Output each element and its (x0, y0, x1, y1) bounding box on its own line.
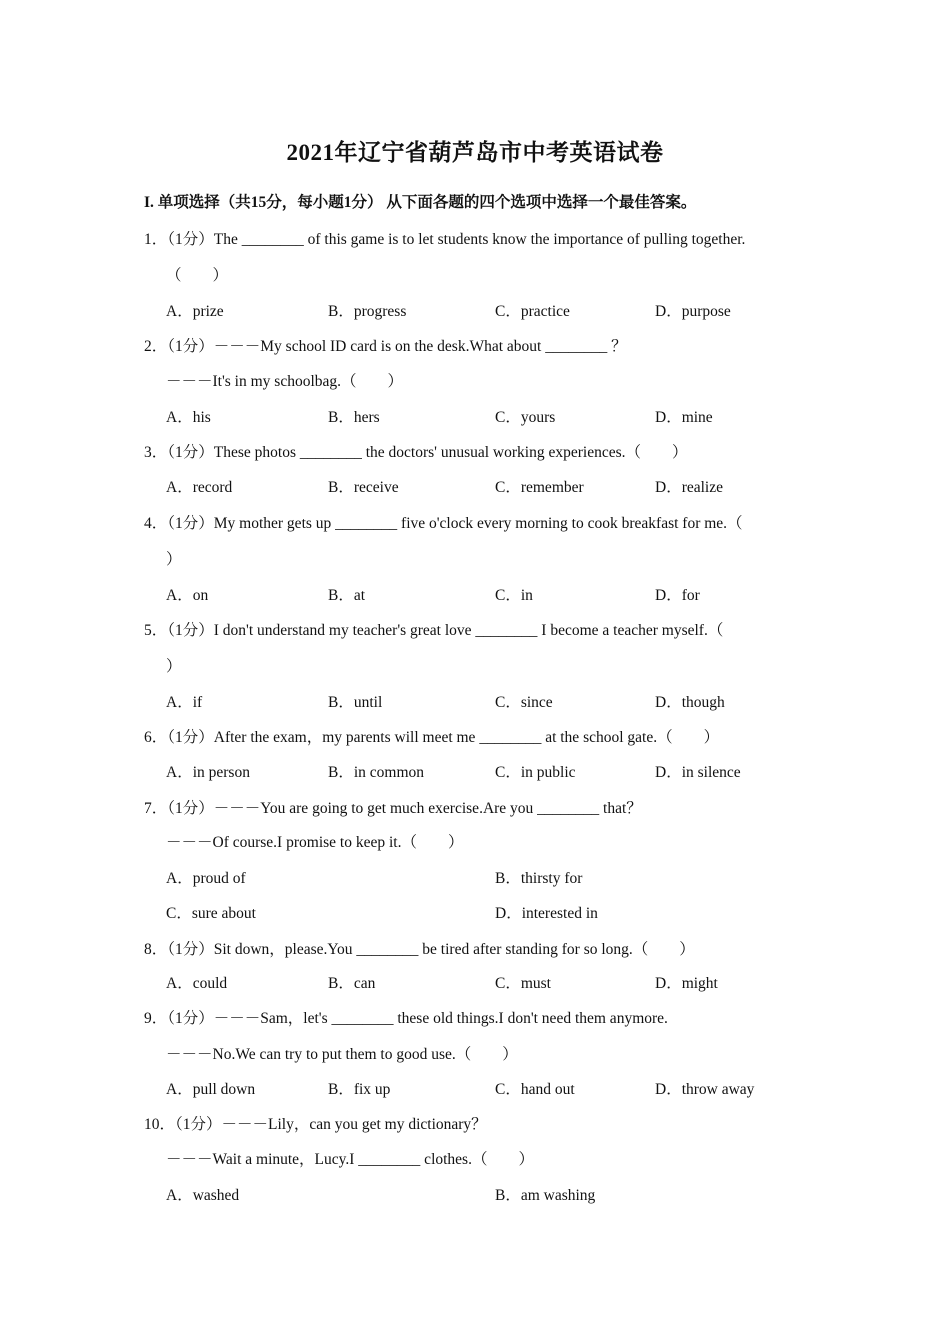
question-2-option-c: C．yours (495, 409, 556, 426)
question-3-option-d: D．realize (655, 479, 723, 496)
question-5-stem-cont: ） (166, 658, 182, 675)
question-1-stem: 1．（1分）The ________ of this game is to let students know the importance of pulling together. (144, 231, 746, 248)
question-7-option-c: C．sure about (166, 905, 256, 922)
question-9-option-d: D．throw away (655, 1081, 755, 1098)
question-10-option-a: A．washed (166, 1187, 240, 1204)
question-4-option-b: B．at (328, 587, 366, 604)
question-2-option-d: D．mine (655, 409, 713, 426)
question-7-stem-cont: －－－Of course.I promise to keep it.（ ） (166, 834, 464, 851)
question-7-option-d: D．interested in (495, 905, 598, 922)
question-8-option-a: A．could (166, 975, 228, 992)
question-10-stem-cont: －－－Wait a minute，Lucy.I ________ clothes.（ ） (166, 1151, 534, 1168)
section-heading: I. 单项选择（共15分，每小题1分） 从下面各题的四个选项中选择一个最佳答案。 (144, 194, 697, 211)
question-3-stem: 3．（1分）These photos ________ the doctors' unusual working experiences.（ ） (144, 444, 688, 461)
question-8-option-b: B．can (328, 975, 376, 992)
question-2-stem-cont: －－－It's in my schoolbag.（ ） (166, 373, 404, 390)
question-6-option-d: D．in silence (655, 764, 741, 781)
page-title: 2021年辽宁省葫芦岛市中考英语试卷 (286, 140, 664, 165)
question-3-option-a: A．record (166, 479, 233, 496)
question-4-option-a: A．on (166, 587, 209, 604)
question-1-option-b: B．progress (328, 303, 407, 320)
question-4-stem: 4．（1分）My mother gets up ________ five o'clock every morning to cook breakfast for me.（ (144, 515, 743, 532)
question-10-option-b: B．am washing (495, 1187, 596, 1204)
question-5-option-d: D．though (655, 694, 725, 711)
question-4-option-c: C．in (495, 587, 533, 604)
question-6-option-b: B．in common (328, 764, 425, 781)
question-8-option-d: D．might (655, 975, 718, 992)
question-1-option-a: A．prize (166, 303, 224, 320)
question-7-option-a: A．proud of (166, 870, 246, 887)
question-8-option-c: C．must (495, 975, 551, 992)
question-8-stem: 8．（1分）Sit down，please.You ________ be tired after standing for so long.（ ） (144, 941, 695, 958)
question-6-option-c: C．in public (495, 764, 576, 781)
question-4-option-d: D．for (655, 587, 700, 604)
question-5-option-c: C．since (495, 694, 553, 711)
question-9-option-a: A．pull down (166, 1081, 256, 1098)
question-5-stem: 5．（1分）I don't understand my teacher's great love ________ I become a teacher myself.（ (144, 622, 724, 639)
question-7-option-b: B．thirsty for (495, 870, 583, 887)
question-6-stem: 6．（1分）After the exam，my parents will meet me ________ at the school gate.（ ） (144, 729, 720, 746)
question-1-stem-cont: （ ） (166, 267, 229, 284)
question-9-option-b: B．fix up (328, 1081, 391, 1098)
question-1-option-c: C．practice (495, 303, 570, 320)
question-10-stem: 10．（1分）－－－Lily，can you get my dictionary？ (144, 1116, 487, 1133)
question-6-option-a: A．in person (166, 764, 250, 781)
question-5-option-a: A．if (166, 694, 203, 711)
question-4-stem-cont: ） (166, 551, 182, 568)
question-3-option-c: C．remember (495, 479, 584, 496)
question-2-option-a: A．his (166, 409, 211, 426)
question-5-option-b: B．until (328, 694, 383, 711)
question-2-stem: 2．（1分）－－－My school ID card is on the desk.What about ________ ？ (144, 338, 627, 355)
question-9-stem: 9．（1分）－－－Sam，let's ________ these old things.I don't need them anymore. (144, 1010, 668, 1027)
question-7-stem: 7．（1分）－－－You are going to get much exercise.Are you ________ that？ (144, 800, 642, 817)
question-9-option-c: C．hand out (495, 1081, 575, 1098)
question-3-option-b: B．receive (328, 479, 399, 496)
question-2-option-b: B．hers (328, 409, 380, 426)
question-1-option-d: D．purpose (655, 303, 731, 320)
question-9-stem-cont: －－－No.We can try to put them to good use.（ ） (166, 1046, 518, 1063)
